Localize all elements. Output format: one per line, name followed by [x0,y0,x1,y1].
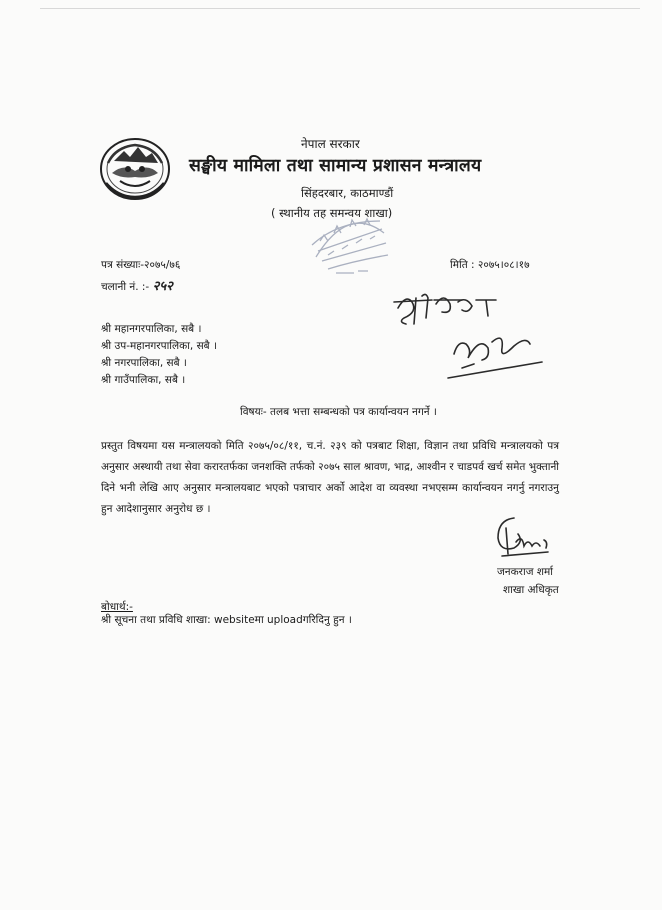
section-name: ( स्थानीय तह समन्वय शाखा) [271,206,393,220]
dispatch-label: चलानी नं. :- [101,281,150,293]
handwritten-annotation-icon [392,288,552,383]
letter-body: प्रस्तुत विषयमा यस मन्त्रालयको मिति २०७५/०८/११, च.नं. २३९ को पत्रबाट शिक्षा, विज्ञान तथा प्रविधि मन्त्रालयको पत्र अनुसार अस्थायी तथा सेवा करारतर्फका जनशक्ति तर्फको २०७५ साल श्रावण, भाद्र, आश्वीन र चाडपर्व खर्च समेत भुक्तानी दिने भनी लेखि आए अनुसार मन्त्रालयबाट भएको पत्राचार अर्को आदेश वा व्यवस्था नभएसम्म कार्यान्वयन नगर्नु नगराउनु हुन आदेशानुसार अनुरोध छ । [101,440,559,515]
nepal-emblem-icon [98,133,172,201]
office-location: सिंहदरबार, काठमाण्डौं [301,186,394,200]
recipient-item: श्री गाउँपालिका, सबै । [101,374,186,386]
cc-heading: बोधार्थ:- [101,601,133,613]
top-edge-line [40,8,640,9]
signature-icon [488,512,552,564]
signatory-name: जनकराज शर्मा [497,566,553,578]
ministry-name: सङ्घीय मामिला तथा सामान्य प्रशासन मन्त्रालय [189,156,482,176]
recipient-item: श्री नगरपालिका, सबै । [101,357,187,369]
letter-subject: विषयः- तलब भत्ता सम्बन्धको पत्र कार्यान्वयन नगर्ने । [240,406,437,418]
dispatch-value: २५२ [152,279,173,294]
letter-date: मिति : २०७५।०८।१७ [450,259,530,271]
office-stamp-icon [298,211,398,277]
recipient-item: श्री उप-महानगरपालिका, सबै । [101,340,217,352]
letter-number: पत्र संख्याः-२०७५/७६ [101,259,181,271]
cc-line: श्री सूचना तथा प्रविधि शाखा: websiteमा uploadगरिदिनु हुन । [101,614,352,626]
government-name: नेपाल सरकार [301,137,360,151]
recipient-item: श्री महानगरपालिका, सबै । [101,323,202,335]
dispatch-number [101,276,173,294]
signatory-title: शाखा अधिकृत [503,584,559,596]
recipient-list [101,321,217,389]
